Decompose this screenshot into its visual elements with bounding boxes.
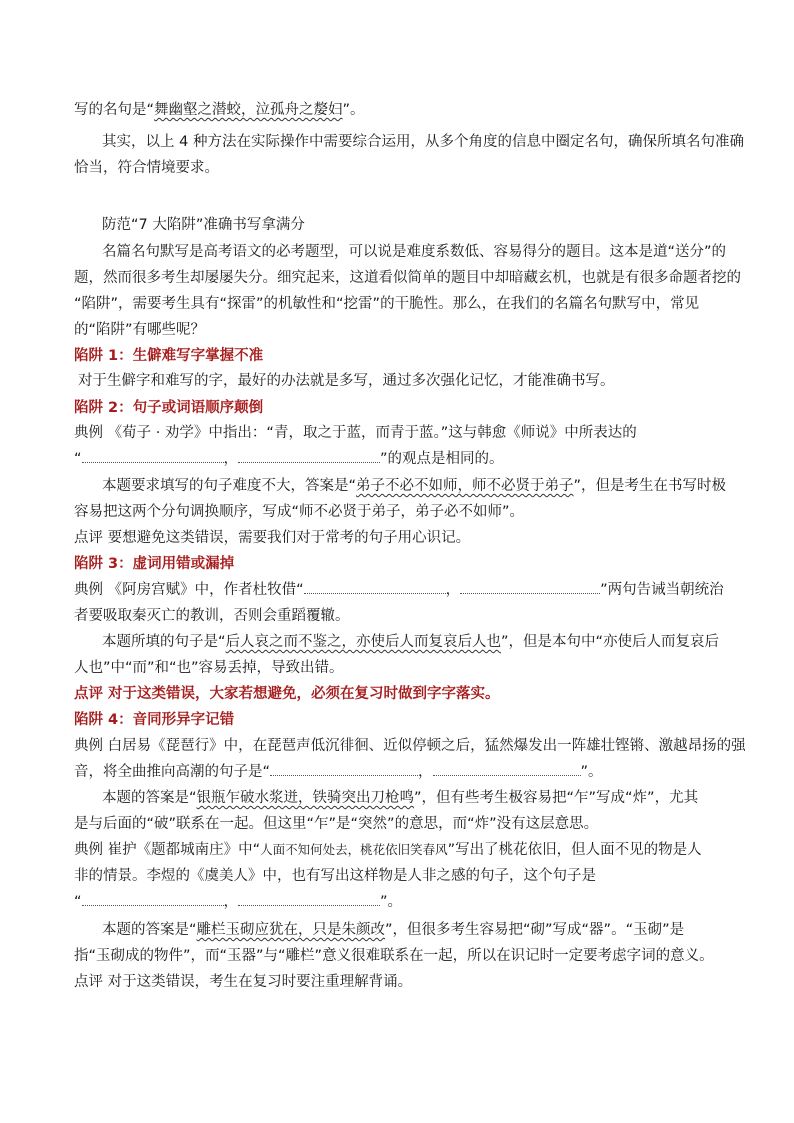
trap-heading-3: 陷阱 3：虚词用错或漏掉	[74, 556, 235, 572]
paragraph-line: 恰当，符合情境要求。	[74, 160, 219, 176]
paragraph-line: 本题所填的句子是“后人哀之而不鉴之，亦使后人而复哀后人也”，但是本句中“亦使后人而复哀后	[102, 634, 720, 650]
answer-blank[interactable]	[433, 762, 581, 776]
paragraph-line: 的“陷阱”有哪些呢？	[74, 322, 206, 338]
paragraph-line: 本题要求填写的句子难度不大，答案是“弟子不必不如师，师不必贤于弟子”，但是考生在书写时极	[102, 478, 727, 494]
paragraph-line: 题，然而很多考生却屡屡失分。细究起来，这道看似简单的题目中却暗藏玄机，也就是有很多命题者挖的	[74, 270, 741, 286]
paragraph-line: 者要吸取秦灭亡的教训，否则会重蹈覆辙。	[74, 608, 350, 624]
answer-blank[interactable]	[82, 449, 224, 463]
answer-text: 银瓶乍破水浆迸，铁骑突出刀枪鸣	[196, 790, 415, 806]
quoted-verse: 舞幽壑之潜蛟，泣孤舟之嫠妇	[154, 102, 343, 118]
example-line: 典例 《荀子 · 劝学》中指出：“青，取之于蓝，而青于蓝。”这与韩愈《师说》中所表达的	[74, 425, 637, 441]
trap-heading-2: 陷阱 2：句子或词语顺序颠倒	[74, 400, 264, 416]
answer-blank[interactable]	[304, 580, 446, 594]
paragraph-line: 本题的答案是“雕栏玉砌应犹在，只是朱颜改”，但很多考生容易把“砌”写成“器”。“玉砌”是	[102, 922, 685, 938]
section-title: 防范“7 大陷阱”准确书写拿满分	[102, 217, 305, 233]
paragraph-line: 是与后面的“破”联系在一起。但这里“乍”是“突然”的意思，而“炸”没有这层意思。	[74, 816, 599, 832]
example-line: 典例 白居易《琵琶行》中，在琵琶声低沉徘徊、近似停顿之后，猛然爆发出一阵雄壮铿锵、激越昂扬的强	[74, 738, 746, 754]
answer-text: 雕栏玉砌应犹在，只是朱颜改	[196, 922, 386, 938]
paragraph-line: 对于生僻字和难写的字，最好的办法就是多写，通过多次强化记忆，才能准确书写。	[78, 373, 615, 389]
fill-blank-line: “ ， ”。	[74, 894, 403, 910]
answer-text: 后人哀之而不鉴之，亦使后人而复哀后人也	[225, 634, 502, 650]
trap-heading-4: 陷阱 4：音同形异字记错	[74, 712, 235, 728]
paragraph-line: 人也”中“而”和“也”容易丢掉，导致出错。	[74, 660, 344, 676]
answer-blank[interactable]	[238, 892, 380, 906]
paragraph-line: “陷阱”，需要考生具有“探雷”的机敏性和“挖雷”的干脆性。那么，在我们的名篇名句默写中，常见	[74, 296, 700, 312]
paragraph-line: 非的情景。李煜的《虞美人》中，也有写出这样物是人非之感的句子，这个句子是	[74, 868, 596, 884]
paragraph-line: 名篇名句默写是高考语文的必考题型，可以说是难度系数低、容易得分的题目。这本是道“送分”的	[102, 244, 727, 260]
comment-line-highlight: 点评 对于这类错误，大家若想避免，必须在复习时做到字字落实。	[74, 686, 500, 702]
comment-line: 点评 对于这类错误，考生在复习时要注重理解背诵。	[74, 974, 413, 990]
answer-blank[interactable]	[82, 892, 224, 906]
fill-blank-line: 音，将全曲推向高潮的句子是“ ， ”。	[74, 764, 603, 780]
paragraph-line: 本题的答案是“银瓶乍破水浆迸，铁骑突出刀枪鸣”，但有些考生极容易把“乍”写成“炸”，尤其	[102, 790, 699, 806]
quoted-verse: 人面不知何处去，桃花依旧笑春风	[260, 842, 448, 857]
paragraph-line: 写的名句是“舞幽壑之潜蛟，泣孤舟之嫠妇”。	[74, 102, 365, 118]
answer-text: 弟子不必不如师，师不必贤于弟子	[356, 478, 574, 494]
fill-blank-line: 典例 《阿房宫赋》中，作者杜牧借“ ， ”两句告诫当朝统治	[74, 582, 724, 598]
example-line: 典例 崔护《题都城南庄》中“人面不知何处去，桃花依旧笑春风”写出了桃花依旧，但人面不见的物是人	[74, 842, 702, 858]
answer-blank[interactable]	[460, 580, 600, 594]
fill-blank-line: “ ， ”的观点是相同的。	[74, 451, 504, 467]
paragraph-line: 指“玉砌成的物件”，而“玉器”与“雕栏”意义很难联系在一起，所以在识记时一定要考虑字词的意义。	[74, 948, 714, 964]
paragraph-line: 其实，以上 4 种方法在实际操作中需要综合运用，从多个角度的信息中圈定名句，确保所填名句准确	[102, 134, 744, 150]
comment-line: 点评 要想避免这类错误，需要我们对于常考的句子用心识记。	[74, 530, 471, 546]
trap-heading-1: 陷阱 1：生僻难写字掌握不准	[74, 348, 264, 364]
answer-blank[interactable]	[270, 762, 418, 776]
answer-blank[interactable]	[238, 449, 380, 463]
paragraph-line: 容易把这两个分句调换顺序，写成“师不必贤于弟子，弟子必不如师”。	[74, 504, 525, 520]
